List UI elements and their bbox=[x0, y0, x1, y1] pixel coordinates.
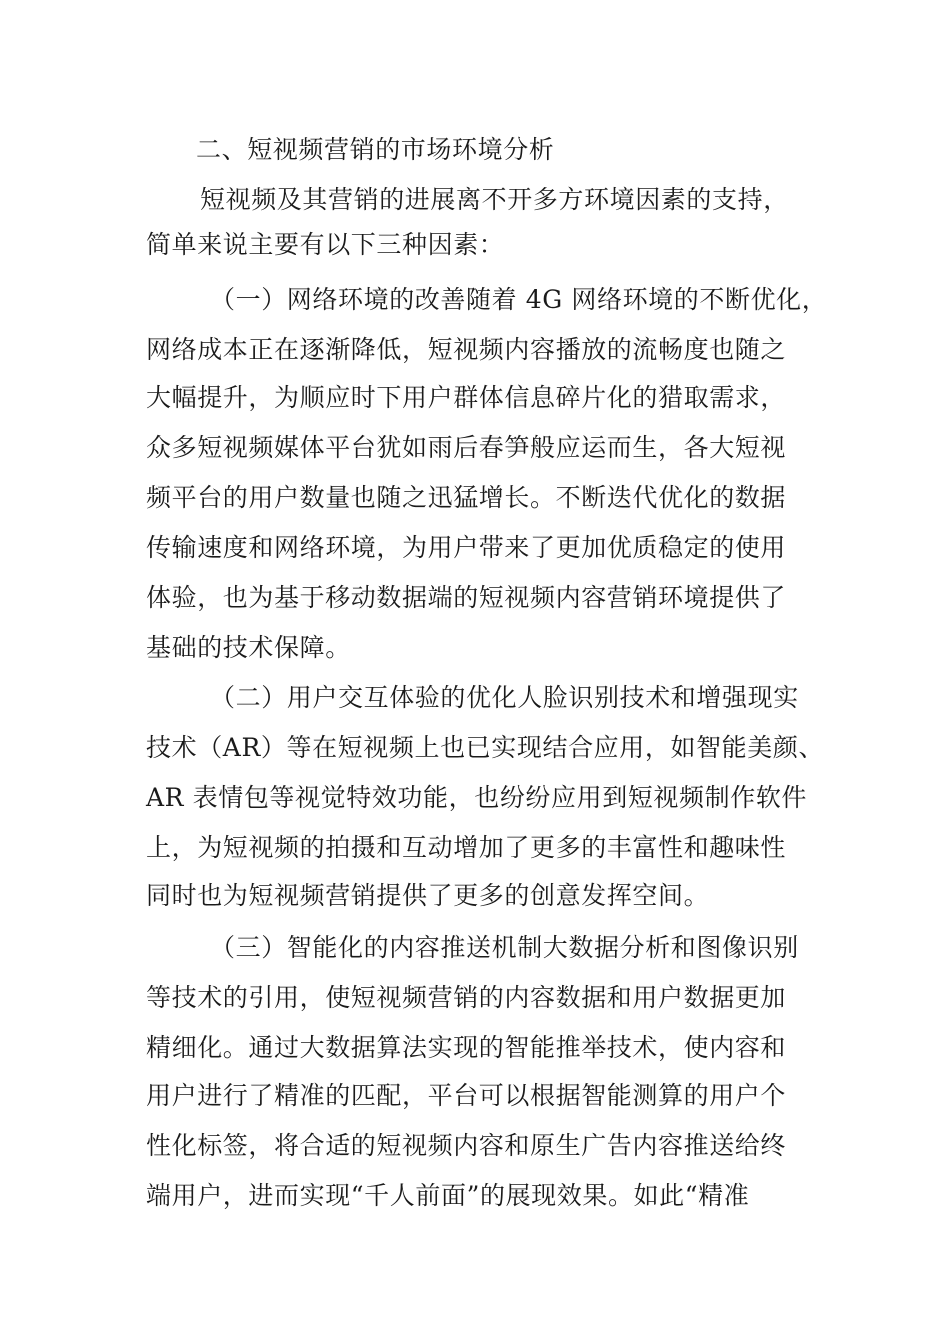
paragraph-line: 精细化。通过大数据算法实现的智能推举技术，使内容和 bbox=[146, 1033, 787, 1062]
paragraph-line: 简单来说主要有以下三种因素： bbox=[146, 230, 505, 259]
paragraph-line: 大幅提升，为顺应时下用户群体信息碎片化的猎取需求， bbox=[146, 383, 787, 412]
paragraph-line: 用户进行了精准的匹配，平台可以根据智能测算的用户个 bbox=[146, 1081, 787, 1110]
subsection-heading-line: （三）智能化的内容推送机制大数据分析和图像识别 bbox=[210, 933, 799, 962]
subsection-heading-line: （一）网络环境的改善随着 4G 网络环境的不断优化， bbox=[210, 285, 828, 314]
paragraph-line: 网络成本正在逐渐降低，短视频内容播放的流畅度也随之 bbox=[146, 335, 787, 364]
paragraph-line: 性化标签，将合适的短视频内容和原生广告内容推送给终 bbox=[146, 1131, 787, 1160]
paragraph-line: 体验，也为基于移动数据端的短视频内容营销环境提供了 bbox=[146, 583, 787, 612]
paragraph-line: 同时也为短视频营销提供了更多的创意发挥空间。 bbox=[146, 881, 710, 910]
paragraph-line: 上，为短视频的拍摄和互动增加了更多的丰富性和趣味性 bbox=[146, 833, 787, 862]
section-heading: 二、短视频营销的市场环境分析 bbox=[196, 135, 555, 164]
paragraph-line: 端用户，进而实现“千人前面”的展现效果。如此“精准 bbox=[146, 1181, 750, 1210]
paragraph-line: 频平台的用户数量也随之迅猛增长。不断迭代优化的数据 bbox=[146, 483, 787, 512]
paragraph-line: 众多短视频媒体平台犹如雨后春笋般应运而生，各大短视 bbox=[146, 433, 787, 462]
subsection-heading-line: （二）用户交互体验的优化人脸识别技术和增强现实 bbox=[210, 683, 799, 712]
paragraph-line: 等技术的引用，使短视频营销的内容数据和用户数据更加 bbox=[146, 983, 787, 1012]
paragraph-line: 传输速度和网络环境，为用户带来了更加优质稳定的使用 bbox=[146, 533, 787, 562]
paragraph-line: AR 表情包等视觉特效功能，也纷纷应用到短视频制作软件 bbox=[146, 783, 808, 812]
paragraph-line: 短视频及其营销的进展离不开多方环境因素的支持， bbox=[200, 185, 789, 214]
paragraph-line: 基础的技术保障。 bbox=[146, 633, 351, 662]
paragraph-line: 技术（AR）等在短视频上也已实现结合应用，如智能美颜、 bbox=[146, 733, 825, 762]
